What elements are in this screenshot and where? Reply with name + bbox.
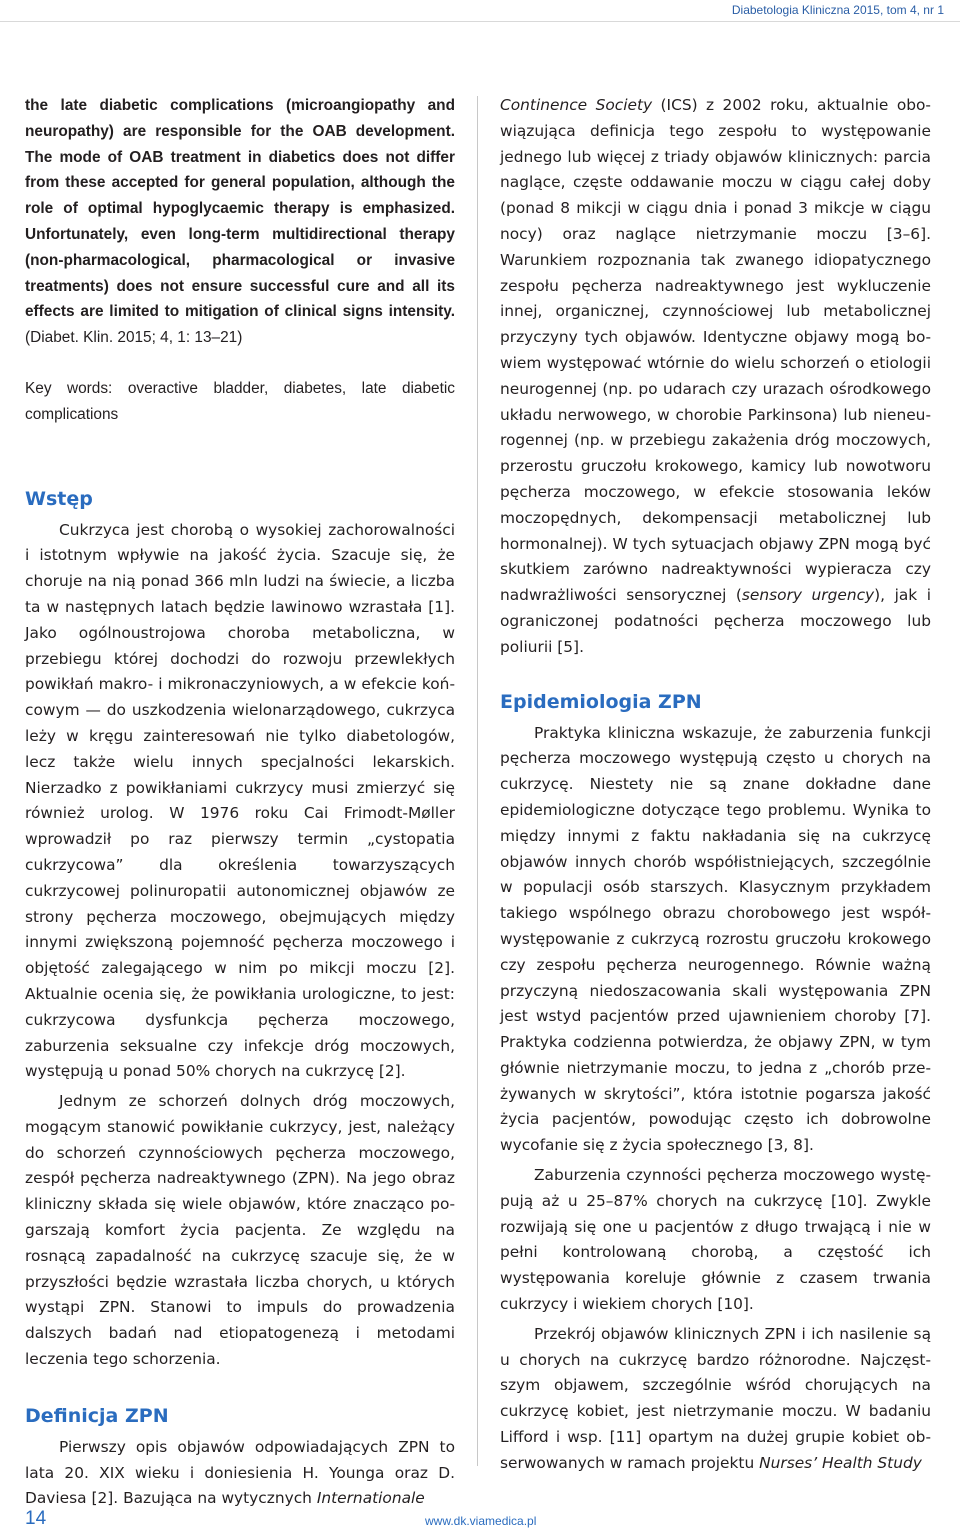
abstract-citation: (Diabet. Klin. 2015; 4, 1: 13–21) xyxy=(25,329,243,347)
section-heading-epidemiology: Epidemiologia ZPN xyxy=(500,690,702,713)
nurses-health-study-italic: Nurses’ Health Study xyxy=(759,1453,922,1472)
epidemiology-paragraph-1: Praktyka kliniczna wskazuje, że zaburzenia funkcji pęcherza moczowego występują często u chorych na cukrzycę. Niestety nie są znane dokładne dane epidemiologiczne dotyczące tego problemu. Wynika to między innymi z faktu nakładania się na cukrzycę objawów innych chorób współistniejących, szczególnie w populacji osób starszych. Klasycznym przykładem takiego wspólnego obrazu chorobowego jest współwystępowanie z cukrzycą rozrostu gruczołu krokowego czy zespołu pęcherza neurogennego. Równie ważną przyczyną niedoszacowania skali występowania ZPN jest wstyd pacjentów przed ujawnieniem choroby [7]. Praktyka codzienna potwierdza, że objawy ZPN, w tym głównie nietrzymanie moczu, to jedna z „chorób przeżywanych w skrytości”, która istotnie pogarsza jakość życia pacjentów, powodując często ich dobrowolne wycofanie się z życia społecznego [3, 8]. xyxy=(500,723,931,1155)
right-column xyxy=(500,93,931,1477)
abstract-continuation xyxy=(25,93,455,428)
epidemiology-paragraph-3-text: Przekrój objawów klinicznych ZPN i ich nasilenie są u chorych na cukrzycę bardzo różnorodne. Najczęstszym objawem, szczególnie wśród chorujących na cukrzycę kobiet, jest nietrzymanie moczu. W badaniu Lifford i wsp. [11] opartym na dużej grupie kobiet obserwowanych w ramach projektu xyxy=(500,1324,931,1472)
left-column xyxy=(25,93,455,1512)
intro-paragraph-1: Cukrzyca jest chorobą o wysokiej zachorowalności i istotnym wpływie na jakość życia. Szacuje się, że choruje na nią ponad 366 mln ludzi na świecie, a liczba ta w następnych latach będzie lawinowo wzrastała [1]. Jako ogólnoustrojowa choroba metaboliczna, w przebiegu której dochodzi do rozwoju przewlekłych powikłań makro- i mikronaczyniowych, a w efekcie końcowym — do uszkodzenia wielonarządowego, cukrzyca leży w kręgu zainteresowań nie tylko diabetologów, lecz także wielu innych specjalności lekarskich. Nierzadko z powikłaniami cukrzycy musi zmierzyć się również urolog. W 1976 roku Cai Frimodt-Møller wprowadził po raz pierwszy termin „cystopatia cukrzycowa” dla określenia towarzyszących cukrzycowej polinuropatii autonomicznej objawów ze strony pęcherza moczowego, obejmujących między innymi zwiększoną pojemność pęcherza moczowego i objętość zalegającego w nim po mikcji moczu [2]. Aktualnie ocenia się, że powikłania urologiczne, to jest: cukrzycowa dysfunkcja pęcherza moczowego, zaburzenia seksualne czy infekcje dróg moczowych, występują u ponad 50% chorych na cukrzycę [2]. xyxy=(25,520,455,1081)
abstract-text xyxy=(25,93,455,351)
section-heading-intro: Wstęp xyxy=(25,487,93,510)
header-rule xyxy=(0,21,960,22)
footer-url[interactable]: www.dk.viamedica.pl xyxy=(425,1514,537,1528)
epidemiology-paragraph-3 xyxy=(500,1322,931,1477)
column-divider xyxy=(477,96,478,1466)
ics-italic: Continence Society xyxy=(500,96,653,114)
definition-text: Pierwszy opis objawów odpowiadających ZPN to lata 20. XIX wieku i doniesienia H. Younga oraz D. Daviesa [2]. Bazująca na wytycznych xyxy=(25,1437,455,1508)
sensory-urgency-italic: sensory urgency xyxy=(741,586,875,605)
section-heading-definition: Definicja ZPN xyxy=(25,1404,169,1427)
definition-continuation-end: ), jak i ograniczonej podatności pęcherza moczowego lub poliurii [5]. xyxy=(500,586,931,656)
definition-continuation-text: (ICS) z 2002 roku, aktualnie obowiązująca definicja tego zespołu to występowanie jednego lub więcej z triady objawów klinicznych: parcia naglące, częste oddawanie moczu w ciągu całej doby (ponad 8 mikcji w ciągu dnia i ponad 3 mikcje w ciągu nocy) oraz naglące nietrzymanie moczu [3–6]. Warunkiem rozpoznania tak zwanego idiopatycznego zespołu pęcherza nadreaktywnego jest wykluczenie innej, organicznej, czynnościowej lub metabolicznej przyczyny tych objawów. Identyczne objawy mogą bowiem występować wtórnie do wielu schorzeń o etiologii neurogennej (np. po udarach czy urazach ośrodkowego układu nerwowego, w chorobie Parkinsona) lub nieneurogennej (np. w przebiegu zakażenia dróg moczowych, przerostu gruczołu krokowego, kamicy lub nowotworu pęcherza moczowego, w efekcie stosowania leków moczopędnych, dekompensacji metabolicznej lub hormonalnej). W tych sytuacjach objawy ZPN mogą być skutkiem zarówno nadreaktywności wypieracza czy nadwrażliwości sensorycznej ( xyxy=(500,96,931,605)
keywords: Key words: overactive bladder, diabetes, late diabetic complications xyxy=(25,379,455,423)
page-number: 14 xyxy=(25,1508,47,1529)
definition-italic: Internationale xyxy=(316,1489,425,1508)
definition-paragraph-1 xyxy=(25,1435,455,1512)
intro-paragraph-2: Jednym ze schorzeń dolnych dróg moczowych, mogącym stanowić powikłanie cukrzycy, jest, należący do schorzeń czynnościowych pęcherza moczowego, zespół pęcherza nadreaktywnego (ZPN). Na jego obraz kliniczny składa się wiele objawów, które znacząco pogarszają komfort życia pacjenta. Ze względu na rosnącą zapadalność na cukrzycę szacuje się, że w przyszłości będzie wzrastała liczba chorych, u których wystąpi ZPN. Stanowi to impuls do prowadzenia dalszych badań nad etiopatogenezą i metodami leczenia tego schorzenia. xyxy=(25,1092,455,1369)
abstract-bold-text: the late diabetic complications (microangiopathy and neuropathy) are responsible for the OAB development. The mode of OAB treatment in diabetics does not differ from these accepted for general population, although the role of optimal hypoglycaemic therapy is emphasized. Unfortunately, even long-term multidirectional therapy (non-pharmacological, pharmacological or invasive treatments) does not ensure successful cure and all its effects are limited to mitigation of clinical signs intensity. xyxy=(25,97,455,321)
definition-continuation xyxy=(500,93,931,661)
epidemiology-paragraph-2: Zaburzenia czynności pęcherza moczowego występują aż u 25–87% chorych na cukrzycę [10]. Zwykle rozwijają się one u pacjentów z długo trwającą i nie w pełni kontrolowaną chorobą, a częstość ich występowania koreluje głównie z czasem trwania cukrzycy i wiekiem chorych [10]. xyxy=(500,1166,931,1314)
running-header: Diabetologia Kliniczna 2015, tom 4, nr 1 xyxy=(731,3,944,17)
